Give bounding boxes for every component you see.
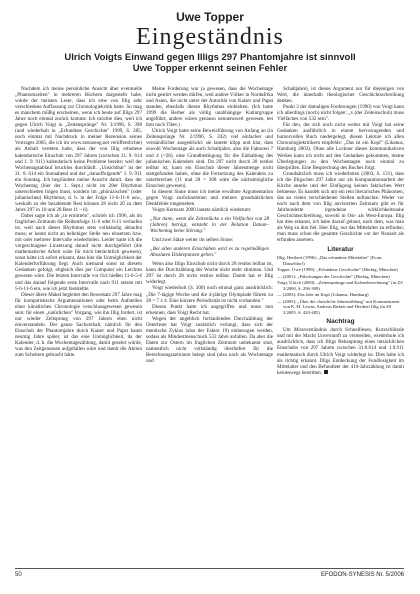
- author-name: Uwe Topper: [176, 10, 244, 24]
- reference-item: Voigt, Ulrich (2000): „Zeitensprünge und Kalenderrechnung" (in ZS 2/2000, S. 296-309): [277, 280, 403, 291]
- paragraph: In diesem Sinne muss ich meine erwähnte Argumentation gegen Voigt zurücknehmen und meinen grundsätzlichen Denkfehler eingestehen.: [146, 188, 273, 207]
- paragraph: Grundsätzlich muss ich wiederholen (2003, S. 131), dass ich die Illigschen 297 Jahre nur als Komputationsarbeit der Kirche ansehe und der Einfügung keinen faktischen Wert beimesse. Es handelt sich um ein rein literarisches Phänomen, das an vielen verschiedenen Stellen auftauchte. Weder vor noch nach dem von Illig anvisierten Zeitraum gibt es für Jahrhunderte irgendeine wirklichkeitsnahe Geschichtsschreibung, sowohl in Ost- als West-Europa. Illig hat dies erkannt, ich habe darauf gebaut, nach dem, was man als Weg zu ihm fiel. Hier Illig, nur das Mittelalter zu erfinden; man muss schon die gesamte Geschichte vor der Neuzeit als erfunden ansehen.: [277, 170, 404, 244]
- subtitle-line-1: Ulrich Voigts Einwand gegen Illigs 297 Phantomjahre ist sinnvoll: [64, 52, 356, 63]
- paragraph: Wenn also Illigs Einschub nicht durch 28 restlos teilbar ist, kann die Durchzählung der Woche nicht mehr stimmen. Und 297 ist durch 28 nicht restlos teilbar. Damit hat er Illig widerlegt.: [146, 261, 273, 286]
- paragraph: Schaltjahre), ist dieses Argument nur für diejenigen von Wert, die innerhalb theologischer Geschichtsschreibung denken.: [277, 86, 404, 105]
- paragraph: Punkt 3 der damaligen Forderungen (1990) von Voigt kann ich allerdings (noch) nicht folgen: „x (der Zeiteinschub) muss Vielfaches von 532 sein".: [277, 104, 404, 123]
- subtitle-line-2: Uwe Topper erkennt seinen Fehler: [132, 63, 288, 74]
- text-column-3: [277, 86, 404, 566]
- paragraph: Diesen Punkt hatte ich angegriffen und muss nun erkennen, dass Voigt Recht hat.: [146, 303, 273, 316]
- text-column-1: [15, 86, 142, 566]
- reference-item: Topper, Uwe (1999): „Erfundene Geschichte" (Herbig, München): [277, 267, 398, 273]
- reference-item: Illig, Heribert (1996): „Das erfundene Mittelalter" (Econ, Düsseldorf): [277, 255, 383, 266]
- paragraph: [277, 327, 404, 375]
- reference-item: — (2005): „Über die christliche Jahreszählung" mit Kommentaren von K.-H. Lewin, Andreas Birken und Heribert Illig (in ZS 2/2005, S. 420-485): [277, 298, 400, 315]
- page-footer: [15, 568, 404, 578]
- block-quote: „Bei allen anderen Einschüben wird es zu regelmäßigen Absoluten Diskrepanzen gehen.": [150, 246, 269, 259]
- text-column-2: [146, 86, 273, 566]
- article-subtitle: [0, 52, 420, 74]
- reference-item: — (2003): Das Jahr im Kopf (Likanus, Hamburg): [277, 292, 369, 298]
- paragraph: Dieser ältere Makel begleitet den Beweisatz 297 Jahre mag für komputistische Argumentationen oder beim Aufstellen einer künstlichen Chronologie verschlussgewesen gewesen sein: für einen „natürlichen" Vorgang, wie ihn Illig fordert, ist nur wieder Zeitsprung von 297 Jahren eben nicht einverstandeln. Der ganze Sachverhalt, nämlich für den Einschub der Phantomjahre durch Kaiser und Papst kaum neuntig Jahre später, ist das eine Unmöglichkeit, da der Kalender, d. h. die Wochentagezählung, damit gesehrt würde, was den Zeitgenossen aufgefallen wäre und damit die Aktion zum Scheitern gebracht hätte.: [15, 291, 142, 359]
- paragraph: Nachdem ich meine persönliche Ansicht über eventuelle „Phantomzeiten" in mehreren Büchern dargestellt habe, würde der meisten Leser, dass ich eine von Illig sehr verschiedene Auffassung zur Chronologiekritik hatte. So mag es manchem müßig erscheinen, wenn ich heute auf Illigs 297 Jahre noch einmal zurück komme. Ich möchte dies, weil ich gegen Ulrich Voigt in „Zeitensprünge" Nr. 3/1996, S. 398 (und wiederholt in „Erfundene Geschichte" 1999, S. 285, noch einmal mit Nachdruck in meiner Rezension seines Vortrages 2005, die ich im www.zeonzeug.net veröffentlichte) als Anhalt verteten habe, dass der von Illig erhobene kalendarische Einschub von 297 Jahren (zwischen 31. 8. 614 und 1. 9. 911) kalendarisch keine Probleme bereite; weil der Wochentagsablauf bruchlos durchläuft. „Unsichtbar" ist der 31. 8. 614 ein Sonnabend und der „darauffolgende" 1. 9. 911 ein Sonntag. Ich begründete meine Ansicht damit, dass der Wochentag (hier der 1. Sept.) nicht im 28er Rhythmus unterschieden folgen muss, sondern im „phönizischen" (oder julianischen) Rhythmus, d. h. in der Folge 11-6-11-6 usw., weshalb zu der bezahlende Rest können 28 nicht 20 zu dem Jahre 297 in 10 und 28 Rest 11 – 6).: [15, 86, 142, 213]
- reference-item: — (2001): „Fälschungen der Geschichte" (Herbig, München): [277, 273, 390, 279]
- paragraph: Und zwei Sätze weiter im selben Sinne:: [152, 237, 234, 244]
- paragraph: Dabei sagte ich ab „to ermitteln", schrieb ich 1996, als im fraglichen Zeitraum die Reihenfolge 11-6 oder 6-11 verlaufen ist, weil nach dieser Rhythmus stets vollständig ablaufen muss; er kennt nicht an beliebiger Stelle neu einsetzen bzw. mit oder mehrere Intervalle wiederholen. Leider hatte ich die vorgeschlagene Linsetzung darauf nicht durchgeführt (die mathematische Arbeit wäre für mich beträchtlich gewesen), sonst hätte ich sofort erkannt, dass hier die Unmöglichkeit der Kalenderforführung liegt. Auch niemand sonst ist diesem Gedanken gefolgt, obgleich dies per Computer ein Leichtes gewesen wäre. Die letzten Intervalle vor 614 hießen 11-6-5-6 und das darauf folgende erste Intervalle nach 911 setzen mit 5-6-11-6 ein, wie ich jetzt feststellte.: [15, 212, 142, 292]
- literature-heading: Literatur: [327, 246, 354, 254]
- paragraph: Meine Forderung war ja gewesen, dass die Wochentage nicht gestört werden dürfen, weil andere Völker in Nordafrika und Asien, die nicht unter der Autorität von Kaiser und Papst standen, ebenfalls diesen Rhythmus einhielten. (Ich hatte 1999 die Berber als völlig unabhängige Kulturgruppe angeführt, andere wären genauso nennenswert gewesen, bei ihm noch Tibet.): [146, 86, 273, 129]
- end-mark-icon: [324, 370, 328, 374]
- paragraph: Wegen der angeblich fortlaufenden Durchzählung der Osterfeste hat Voigt zusätzlich verlangt, dass sich der mentische Zyklus (also der Faktor 19) einbezogen werden, sodass als Mindestmenschuch 532 Jahre anfallen. Da aber die Daten zur Ostern im fraglichen Zeitraum unbekannt sind, namentlich nicht vollständig überliefert für die Berechnungszeitraum belegt sind (also nach als Wochentage und: [146, 315, 273, 365]
- page-number: 50: [15, 572, 22, 578]
- paragraph: Voigt wiederholt (S. 300) noch einmal ganz ausdrücklich: „Die 7-tägige Woche und die 4-jährige Olympiade führen zu 28 = 7 x 4. Eine kürzere Periodizität ist nicht vorhanden.": [146, 285, 273, 304]
- paragraph: Ulrich Voigt hatte seine Beweisführung von Anfang an (in Zeitensprünge Nr. 2/1996, S. 242) viel einfacher und verständlicher ausgedrückt: sie lautete klipp und klar, dass sowohl Wochentage als auch Schaltjahre, also die Faktoren 7 und 4 (=28), eine Grundbedingung für die Einhaltung des julianischen Kalenders sind. Da 297 nicht durch 28 restlos teilbar ist, kann ein Einschub dieser Jahresmenge nicht stattgefunden haben, ohne die Fortsetzung des Kalenders zu unterbrechen (11 mal 28 = 308 wäre die nächstmögliche Einschub gewesen).: [146, 128, 273, 189]
- paragraph: Für den, der sich noch nicht weiter mit Voigt hat seine Gedanken ausführlich in einem hervorragenden und humorvollen Buch niedergelegt, diesen Lektüre ich allen Chronologiekritikern empfehle: „Das ist ein Kopf" (Likanus, Hamburg 2003). Ohne alle Lockner dieses kommunikativen Werkes kann ich nicht auf den Gedanken gekommen, meine Überlegungen zu den Wochentagen noch einmal zu überprüfen. Eine Besprechung des Buches folgt.: [277, 122, 404, 171]
- paragraph: Voigts Kernsatz 2000 lautete nämlich wiederum:: [152, 206, 252, 213]
- block-quote: „Nur dann, wenn die Zeitenlücke x ein Vielfaches von 28 (Jahren) beträgt, entsteht in der Relation Datum–Wochentag keine Störung.": [150, 215, 269, 235]
- nachtrag-heading: Nachtrag: [326, 318, 355, 326]
- journal-name: EFODON-SYNESIS Nr. 5/2006: [320, 572, 404, 578]
- nachtrag-text: Um Missverständnis durch Schnelllesen, Kurzschlüssle und mit der Macht Unvernunft zu vermeiden, wiederhole ich ausdrücklich, dass ich Illigs Behauptung eines tatsächlichen Einschubs von 297 Jahren zwischen 31.8.614 und 1.9.911 mathematisch durch Ulrich Voigt widerlegt ist. Dies habe ich als richtig erkannt. Illigs Entdeckung der Fundlosigkeit im Mittelalter und den Befundleer der 410-Jahrzählung ist damit keineswegs bestritten.: [277, 327, 404, 376]
- article-title: Eingeständnis: [136, 24, 284, 50]
